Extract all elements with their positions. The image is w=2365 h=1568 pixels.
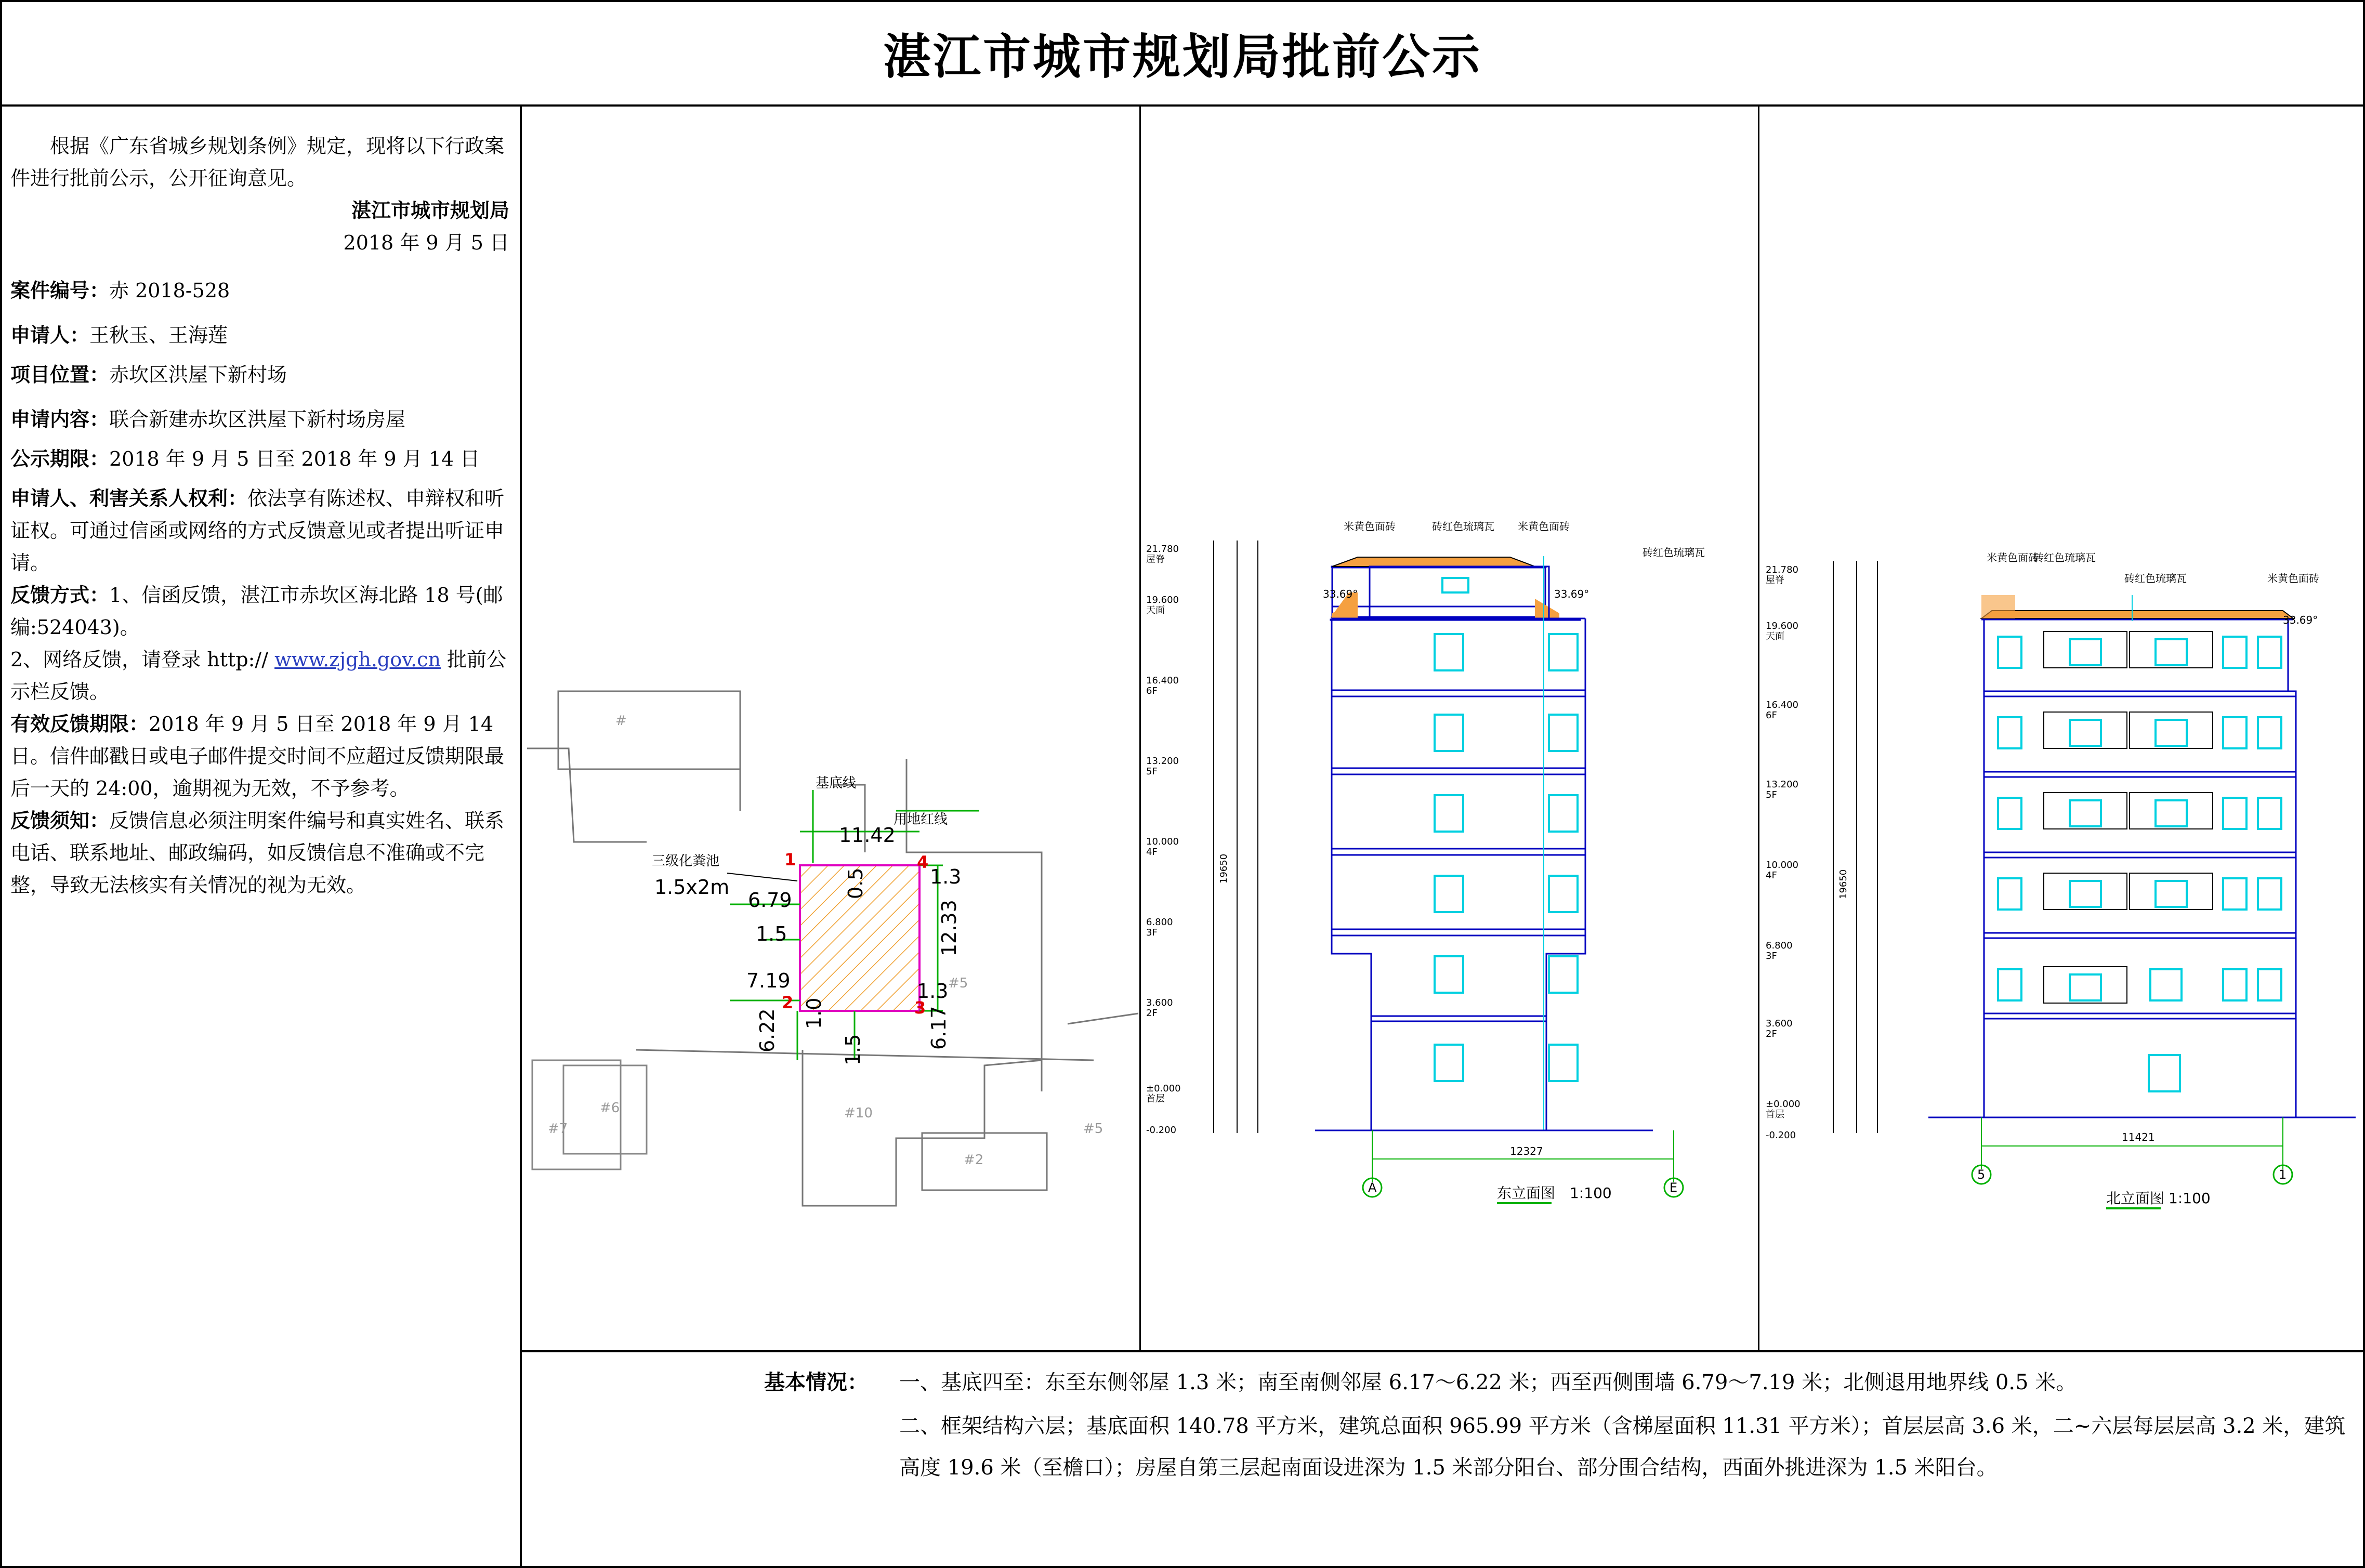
east-slope-left: 33.69° — [1323, 588, 1358, 600]
bottom-divider — [520, 1350, 2365, 1352]
corner-2: 2 — [782, 993, 794, 1012]
feedback-notice: 反馈须知：反馈信息必须注明案件编号和真实姓名、联系电话、联系地址、邮政编码，如反馈信息不准确或不完整，导致无法核实有关情况的视为无效。 — [10, 809, 505, 897]
neighbor-7: #7 — [548, 1121, 568, 1137]
dim-north: 0.5 — [844, 867, 867, 899]
corner-1: 1 — [784, 850, 796, 869]
intro-text: 根据《广东省城乡规划条例》规定，现将以下行政案件进行批前公示，公开征询意见。 — [10, 135, 505, 190]
dim-east-h: 12.33 — [938, 900, 961, 956]
feedback-method: 反馈方式：1、信函反馈，湛江市赤坎区海北路 18 号(邮编:524043)。 — [10, 584, 503, 639]
level-13200: 13.200 — [1146, 756, 1179, 767]
basic-label: 基本情况： — [764, 1371, 868, 1394]
dim-west-15: 1.5 — [756, 923, 787, 945]
level-16400: 16.400 — [1146, 675, 1179, 686]
level-0: ±0.000 — [1146, 1083, 1181, 1094]
dim-south-10: 1.0 — [803, 997, 825, 1029]
dim-south-15: 1.5 — [842, 1034, 864, 1065]
dim-west-bottom: 7.19 — [746, 969, 791, 992]
east-elevation — [1144, 520, 1757, 1247]
tag-2f: 2F — [1146, 1008, 1158, 1019]
dim-top: 11.42 — [839, 824, 896, 847]
valid-period: 有效反馈期限：2018 年 9 月 5 日至 2018 年 9 月 14 日。信件邮戳日或电子邮件提交时间不应超过反馈期限最后一天的 24:00，逾期视为无效，不予参考。 — [10, 713, 505, 800]
feedback-online: 2、网络反馈，请登录 http:// www.zjgh.gov.cn 批前公示栏反馈。 — [10, 648, 507, 703]
n-level-6800: 6.800 — [1766, 940, 1793, 951]
east-note-4: 砖红色琉璃瓦 — [1643, 546, 1705, 559]
dim-east-top: 1.3 — [930, 865, 962, 888]
issuer: 湛江市城市规划局 — [351, 199, 509, 222]
n-level-19600: 19.600 — [1766, 621, 1798, 631]
dim-south-w: 6.22 — [756, 1008, 779, 1052]
north-scale: 1:100 — [2169, 1190, 2211, 1207]
tag-3f: 3F — [1146, 927, 1158, 938]
east-axis-left: A — [1368, 1180, 1377, 1195]
dim-east-bottom: 1.3 — [917, 980, 949, 1003]
level-minus: -0.200 — [1146, 1125, 1177, 1136]
neighbor-6: #6 — [600, 1100, 620, 1116]
neighbor-10: #10 — [844, 1105, 873, 1121]
corner-4: 4 — [917, 852, 929, 872]
septic-size: 1.5x2m — [654, 876, 730, 899]
rights: 申请人、利害关系人权利：依法享有陈述权、申辩权和听证权。可通过信函或网络的方式反馈意见或者提出听证申请。 — [10, 487, 505, 574]
n-level-0: ±0.000 — [1766, 1099, 1801, 1110]
east-note-1: 米黄色面砖 — [1344, 520, 1396, 533]
north-slope: 33.69° — [2283, 614, 2318, 626]
tag-6f: 6F — [1146, 686, 1158, 696]
east-caption: 东立面图 — [1497, 1184, 1556, 1202]
east-note-3: 米黄色面砖 — [1518, 520, 1570, 533]
application-content: 申请内容：联合新建赤坎区洪屋下新村场房屋 — [10, 408, 406, 431]
tag-ground: 首层 — [1146, 1093, 1165, 1104]
dim-west-top: 6.79 — [748, 889, 792, 912]
north-note-4: 米黄色面砖 — [2267, 572, 2319, 585]
n-tag-5f: 5F — [1766, 789, 1777, 800]
n-tag-2f: 2F — [1766, 1029, 1777, 1039]
n-tag-ground: 首层 — [1766, 1109, 1784, 1120]
location: 项目位置：赤坎区洪屋下新村场 — [10, 363, 287, 386]
east-width-dim: 12327 — [1510, 1145, 1543, 1157]
level-6800: 6.800 — [1146, 917, 1173, 928]
notice-text — [10, 130, 509, 901]
basic-line-1: 一、基底四至：东至东侧邻屋 1.3 米；南至南侧邻屋 6.17～6.22 米；西至西侧围墙 6.79～7.19 米；北侧退用地界线 0.5 米。 — [899, 1371, 2077, 1394]
level-10000: 10.000 — [1146, 836, 1179, 847]
n-level-minus: -0.200 — [1766, 1130, 1796, 1141]
case-number: 案件编号：赤 2018-528 — [10, 279, 230, 302]
neighbor-2: #2 — [964, 1152, 984, 1168]
neighbor-5: #5 — [948, 976, 968, 991]
north-note-3: 砖红色琉璃瓦 — [2124, 572, 2187, 585]
north-axis-left: 5 — [1977, 1167, 1986, 1182]
tag-ridge: 屋脊 — [1146, 554, 1165, 565]
level-19600: 19.600 — [1146, 595, 1179, 605]
applicant: 申请人：王秋玉、王海莲 — [10, 324, 228, 347]
notice-period: 公示期限：2018 年 9 月 5 日至 2018 年 9 月 14 日 — [10, 447, 480, 470]
north-caption: 北立面图 — [2106, 1190, 2165, 1207]
site-elev-divider — [1139, 104, 1141, 1352]
base-line-label: 基底线 — [816, 775, 857, 791]
north-note-1: 米黄色面砖 — [1987, 551, 2039, 564]
east-slope-right: 33.69° — [1554, 588, 1589, 600]
page-title: 湛江市城市规划局批前公示 — [883, 29, 1482, 85]
n-level-13200: 13.200 — [1766, 779, 1798, 790]
dim-south-e: 6.17 — [927, 1006, 950, 1050]
n-level-10000: 10.000 — [1766, 860, 1798, 871]
neighbor-5b: #5 — [1083, 1121, 1103, 1137]
level-21780: 21.780 — [1146, 544, 1179, 555]
tag-4f: 4F — [1146, 847, 1158, 858]
land-line-label: 用地红线 — [894, 812, 948, 827]
level-3600: 3.600 — [1146, 997, 1173, 1008]
corner-3: 3 — [914, 998, 926, 1018]
north-width-dim: 11421 — [2122, 1131, 2155, 1143]
total-dim: 19650 — [1218, 853, 1229, 884]
neighbor-label: # — [615, 713, 627, 729]
site-plan — [522, 686, 1138, 1258]
east-note-2: 砖红色琉璃瓦 — [1432, 520, 1494, 533]
n-tag-6f: 6F — [1766, 710, 1777, 721]
n-tag-roof: 天面 — [1766, 631, 1784, 642]
tag-roof: 天面 — [1146, 605, 1165, 616]
east-axis-right: E — [1670, 1180, 1678, 1195]
n-level-3600: 3.600 — [1766, 1018, 1793, 1029]
n-total-dim: 19650 — [1838, 869, 1849, 899]
north-axis-right: 1 — [2279, 1167, 2287, 1182]
issue-date: 2018 年 9 月 5 日 — [343, 231, 509, 254]
north-elevation — [1763, 535, 2361, 1247]
n-tag-3f: 3F — [1766, 951, 1777, 961]
north-note-2: 砖红色琉璃瓦 — [2033, 551, 2096, 564]
n-tag-4f: 4F — [1766, 870, 1777, 881]
n-level-16400: 16.400 — [1766, 700, 1798, 710]
east-scale: 1:100 — [1570, 1184, 1612, 1202]
n-tag-ridge: 屋脊 — [1766, 575, 1784, 586]
feedback-link[interactable]: www.zjgh.gov.cn — [274, 648, 441, 671]
septic-label: 三级化粪池 — [652, 853, 720, 869]
elev-divider — [1758, 104, 1759, 1352]
basic-info — [899, 1362, 2355, 1488]
tag-5f: 5F — [1146, 766, 1158, 777]
n-level-21780: 21.780 — [1766, 564, 1798, 575]
basic-line-2: 二、框架结构六层；基底面积 140.78 平方米，建筑总面积 965.99 平方米（含梯屋面积 11.31 平方米）；首层层高 3.6 米，二~六层每层层高 3.2 米，建筑高度 19.6 米（至檐口）；房屋自第三层起南面设进深为 1.5 米部分阳台、部分围合结构，西面外挑进深为 1.5 米阳台。 — [899, 1414, 2346, 1480]
